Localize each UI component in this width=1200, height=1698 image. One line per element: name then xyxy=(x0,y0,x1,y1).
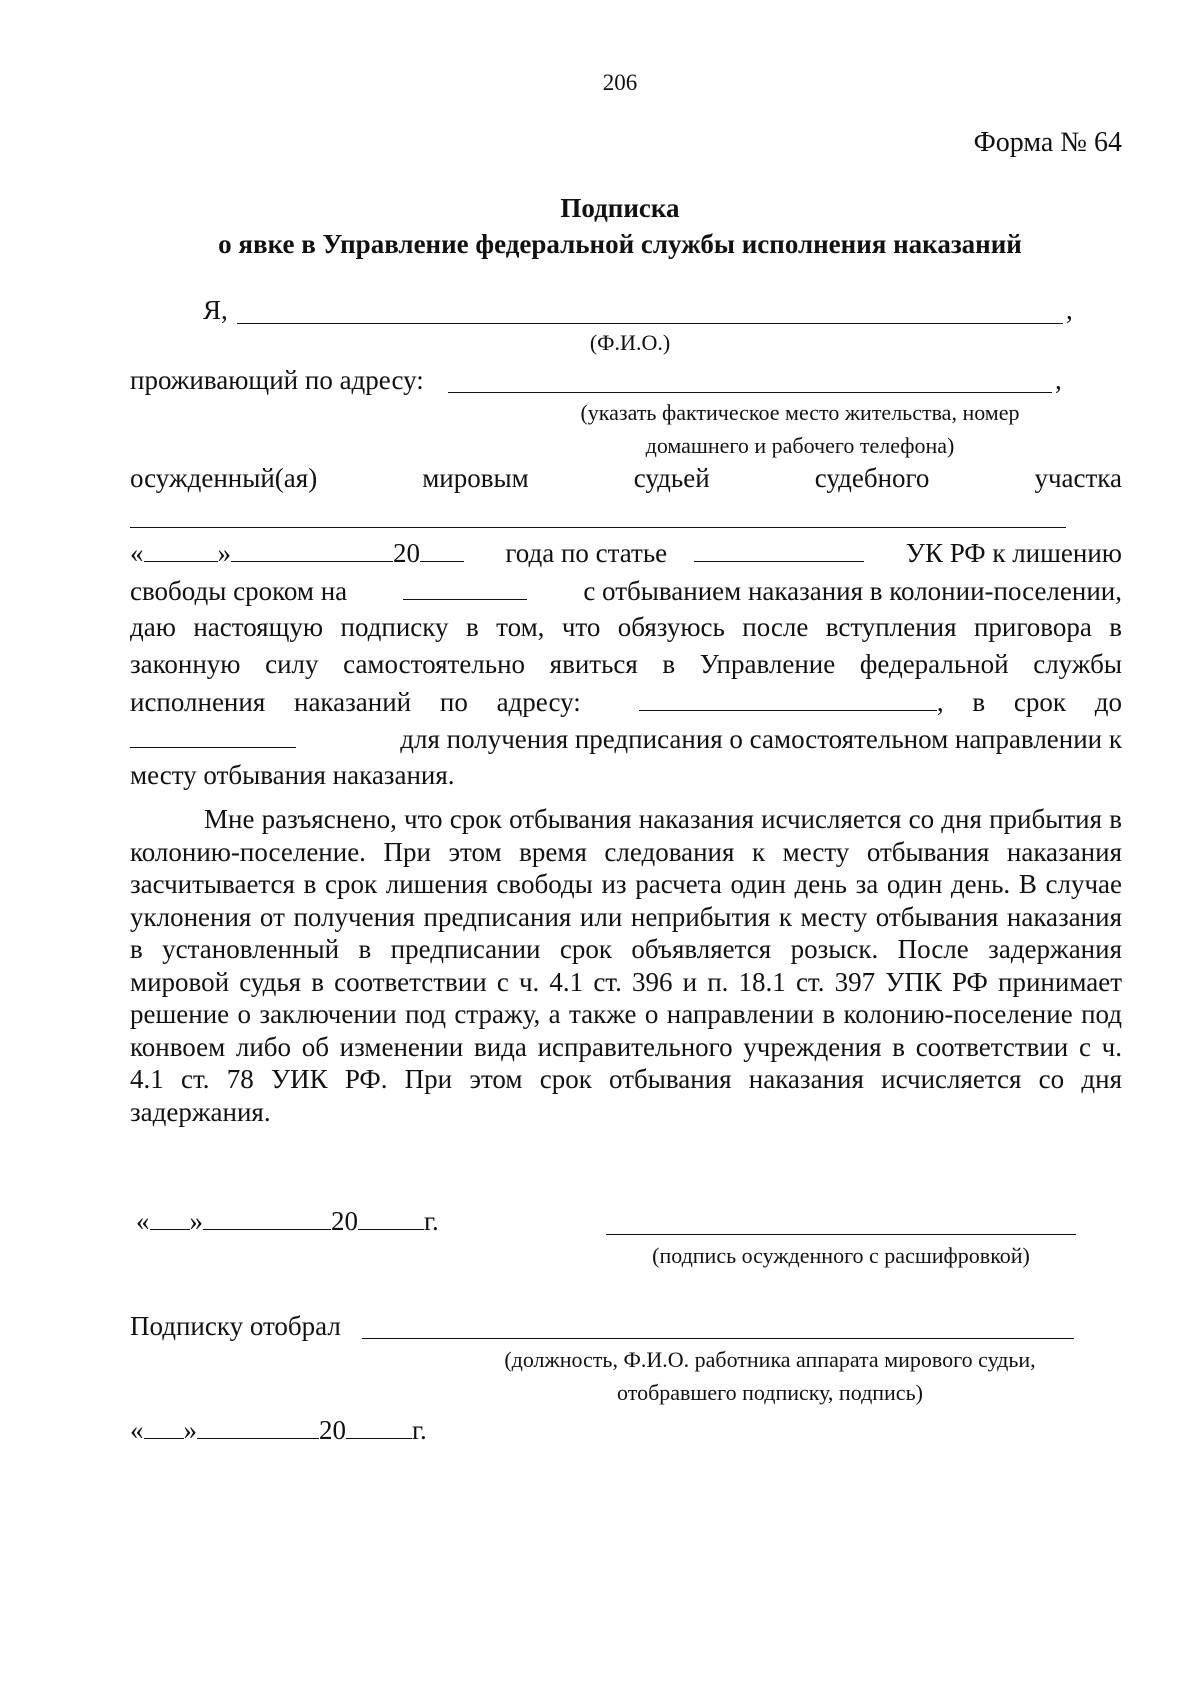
taken-by-line[interactable] xyxy=(362,1338,1074,1339)
sig-month-field[interactable] xyxy=(203,1205,331,1230)
document-title: Подписка xyxy=(560,193,680,223)
term-line: свободы сроком на с отбыванием наказания в колонии-поселении, xyxy=(130,576,1122,606)
fio-comma: , xyxy=(1066,295,1073,325)
taken-day-field[interactable] xyxy=(144,1414,184,1439)
penal-address-field[interactable] xyxy=(639,686,937,711)
convicted-word: мировым xyxy=(422,463,529,493)
sig-year-field[interactable] xyxy=(358,1205,424,1230)
text-line-9: законную силу самостоятельно явиться в Управление федеральной службы xyxy=(130,649,1122,679)
deadline-field[interactable] xyxy=(130,723,296,748)
address-comma: , xyxy=(1055,365,1062,395)
address-label: проживающий по адресу: xyxy=(130,365,424,395)
fio-line[interactable] xyxy=(237,323,1063,324)
penal-address-line: исполнения наказаний по адресу: , в срок до xyxy=(130,687,1122,717)
caption-fio: (Ф.И.О.) xyxy=(589,330,671,355)
deadline-line: для получения предписания о самостоятельном направлении к xyxy=(130,723,1122,755)
convicted-word: судьей xyxy=(633,463,710,493)
taken-date: « » 20 г. xyxy=(130,1415,427,1445)
convicted-word: осужденный(ая) xyxy=(130,463,318,493)
convicted-word: участка xyxy=(1034,463,1122,493)
convicted-word: судебного xyxy=(814,463,930,493)
caption-address-1: (указать фактическое место жительства, номер xyxy=(580,400,1020,425)
article-field[interactable] xyxy=(694,537,864,562)
day-field[interactable] xyxy=(144,537,218,562)
taken-year-field[interactable] xyxy=(346,1414,412,1439)
text-line-8: даю настоящую подписку в том, что обязуюсь после вступления приговора в xyxy=(130,612,1122,642)
caption-taken-1: (должность, Ф.И.О. работника аппарата мирового судьи, xyxy=(504,1347,1036,1372)
caption-taken-2: отобравшего подписку, подпись) xyxy=(617,1380,923,1405)
page-number: 206 xyxy=(602,70,638,95)
caption-signature: (подпись осужденного с расшифровкой) xyxy=(652,1243,1030,1268)
address-line[interactable] xyxy=(448,392,1052,393)
ya-label: Я, xyxy=(203,295,228,325)
taken-month-field[interactable] xyxy=(197,1414,319,1439)
document-subtitle: о явке в Управление федеральной службы исполнения наказаний xyxy=(218,229,1022,259)
form-number: Форма № 64 xyxy=(973,127,1122,158)
convicted-line xyxy=(130,463,1122,494)
caption-address-2: домашнего и рабочего телефона) xyxy=(645,433,955,458)
explanation-paragraph: Мне разъяснено, что срок отбывания наказания исчисляется со дня прибытия в колонию-поселение. При этом время следования к месту отбывания наказания засчитывается в срок лишения свободы из расчета один день за один день. В случае уклонения от получения предписания или неприбытия к месту отбывания наказания в установленный в предписании срок объявляется розыск. После задержания мировой судья в соответствии с ч. 4.1 ст. 396 и п. 18.1 ст. 397 УПК РФ принимает решение о заключении под стражу, а также о направлении в колонию-поселение под конвоем либо об изменении вида исправительного учреждения в соответствии с ч. 4.1 ст. 78 УИК РФ. При этом срок отбывания наказания исчисляется со дня задержания. xyxy=(130,804,1122,1127)
taken-label: Подписку отобрал xyxy=(130,1311,341,1341)
signature-date: « » 20 г. xyxy=(136,1206,439,1236)
court-section-line[interactable] xyxy=(130,527,1066,528)
sig-day-field[interactable] xyxy=(150,1205,190,1230)
month-field[interactable] xyxy=(231,537,393,562)
text-line-12: месту отбывания наказания. xyxy=(130,760,455,790)
year-field[interactable] xyxy=(420,537,464,562)
convict-signature-line[interactable] xyxy=(606,1234,1076,1235)
term-field[interactable] xyxy=(403,575,527,600)
verdict-date-line: « » 20 года по статье УК РФ к лишению xyxy=(130,538,1122,568)
